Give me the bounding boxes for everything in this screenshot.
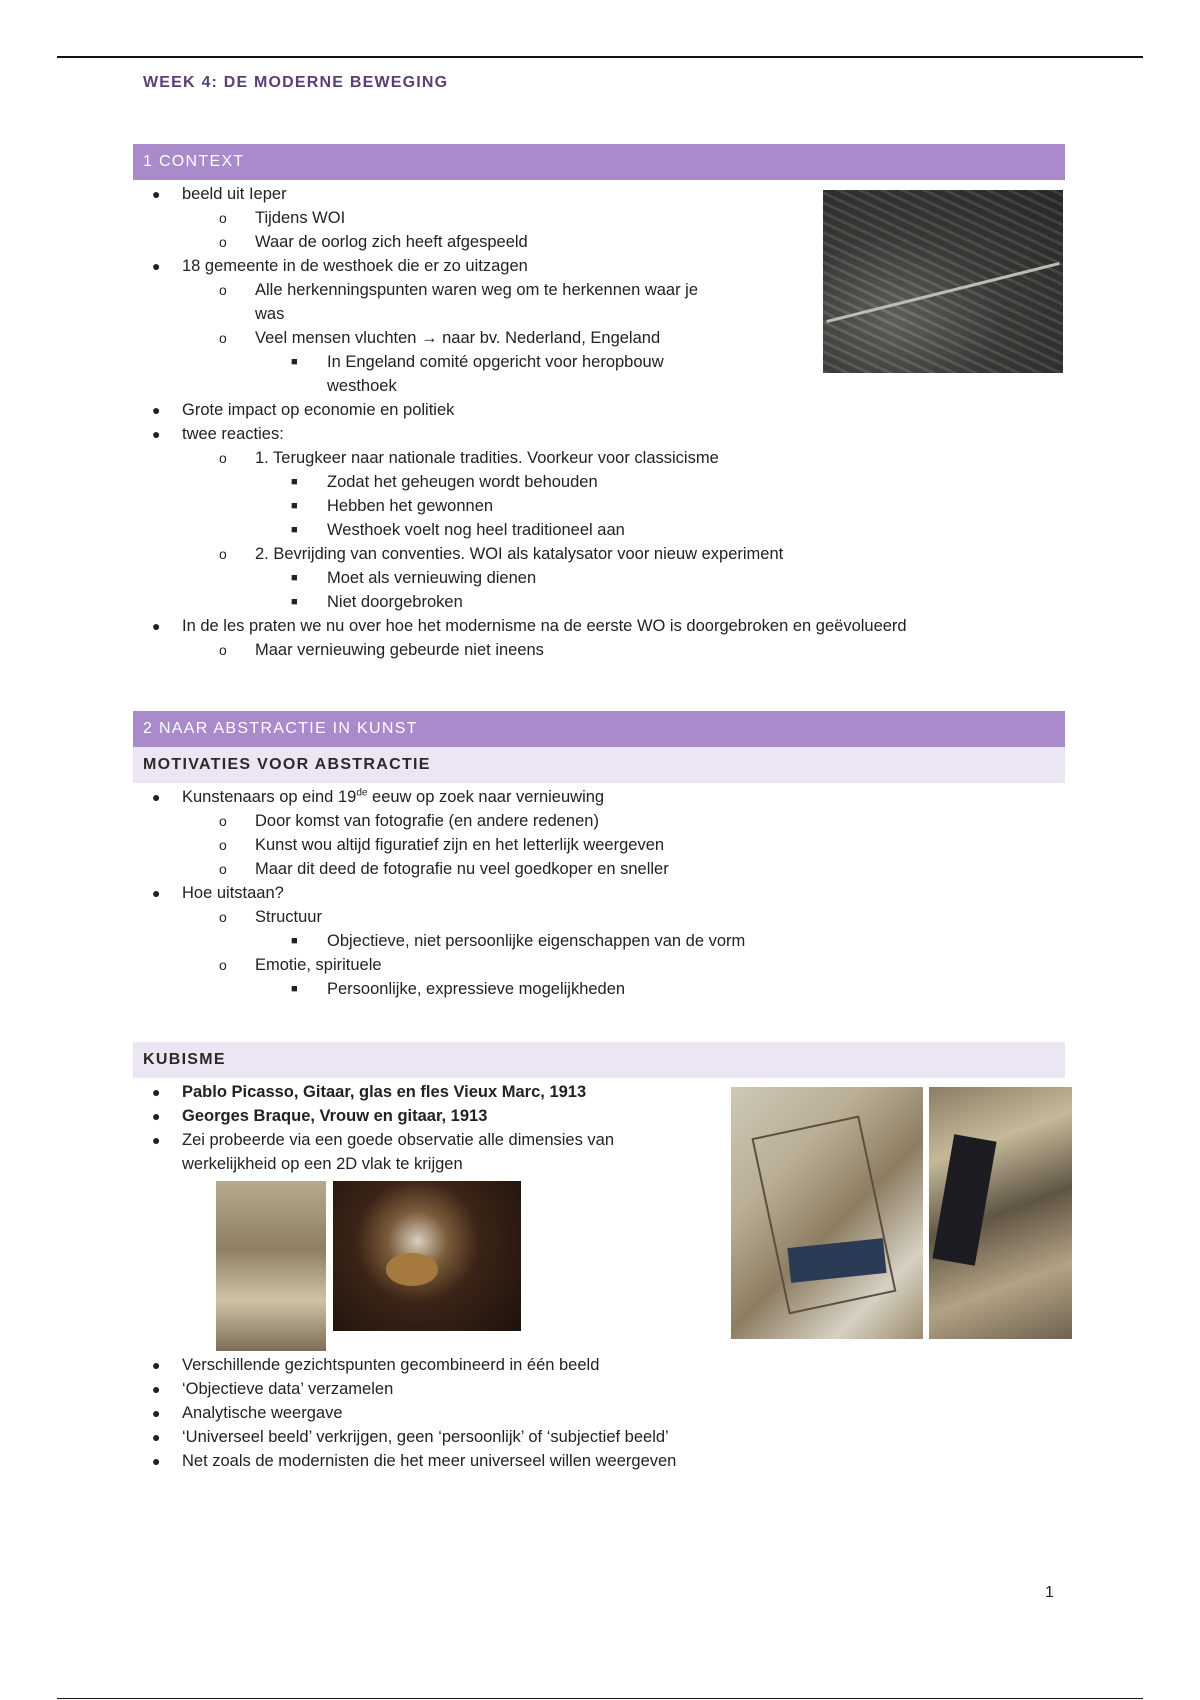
list-item: o 1. Terugkeer naar nationale tradities. Voorkeur voor classicisme	[219, 449, 719, 467]
subheading-kubisme: KUBISME	[133, 1042, 1065, 1078]
list-item: ● Georges Braque, Vrouw en gitaar, 1913	[152, 1107, 488, 1125]
picasso-painting-image	[731, 1087, 923, 1339]
page-number: 1	[1045, 1584, 1054, 1601]
list-item-continued: werkelijkheid op een 2D vlak te krijgen	[182, 1155, 463, 1173]
section-heading-abstractie: 2 NAAR ABSTRACTIE IN KUNST	[133, 711, 1065, 747]
kubisme-list-bottom	[100, 1353, 1100, 1473]
top-rule	[57, 56, 1143, 58]
list-item: ● Kunstenaars op eind 19de eeuw op zoek naar vernieuwing	[152, 787, 605, 806]
list-item: ● Analytische weergave	[152, 1404, 343, 1422]
bottom-rule	[57, 1698, 1143, 1699]
list-item: ■ Moet als vernieuwing dienen	[291, 569, 537, 587]
list-item: o Veel mensen vluchten → naar bv. Nederland, Engeland	[219, 329, 661, 347]
document-title: WEEK 4: DE MODERNE BEWEGING	[143, 74, 449, 91]
list-item-continued: westhoek	[327, 377, 397, 395]
kubisme-list-top	[100, 1080, 740, 1176]
section-heading-context: 1 CONTEXT	[133, 144, 1065, 180]
list-item: ■ Zodat het geheugen wordt behouden	[291, 473, 598, 491]
list-item: ■ Persoonlijke, expressieve mogelijkheden	[291, 980, 626, 998]
list-item: ● ‘Objectieve data’ verzamelen	[152, 1380, 394, 1398]
subheading-motivaties: MOTIVATIES VOOR ABSTRACTIE	[133, 747, 1065, 783]
list-item: ● In de les praten we nu over hoe het modernisme na de eerste WO is doorgebroken en geëvolueerd	[152, 617, 907, 635]
list-item: o Structuur	[219, 908, 322, 926]
list-item: o Door komst van fotografie (en andere redenen)	[219, 812, 599, 830]
list-item: o Alle herkenningspunten waren weg om te herkennen waar je	[219, 281, 699, 299]
list-item: ■ Hebben het gewonnen	[291, 497, 494, 515]
list-item: ● beeld uit Ieper	[152, 185, 287, 203]
list-item: o Emotie, spirituele	[219, 956, 382, 974]
lute-player-painting-image	[333, 1181, 521, 1331]
list-item: ● Net zoals de modernisten die het meer universeel willen weergeven	[152, 1452, 677, 1470]
list-item: ● Zei probeerde via een goede observatie alle dimensies van	[152, 1131, 615, 1149]
motivaties-list	[100, 785, 1100, 1001]
list-item: ● 18 gemeente in de westhoek die er zo uitzagen	[152, 257, 528, 275]
list-item: ■ Westhoek voelt nog heel traditioneel aan	[291, 521, 625, 539]
list-item: ■ Niet doorgebroken	[291, 593, 463, 611]
list-item: ● Verschillende gezichtspunten gecombineerd in één beeld	[152, 1356, 600, 1374]
list-item: ● Hoe uitstaan?	[152, 884, 284, 902]
braque-painting-image	[929, 1087, 1072, 1339]
list-item: o Kunst wou altijd figuratief zijn en het letterlijk weergeven	[219, 836, 665, 854]
list-item: ● twee reacties:	[152, 425, 284, 443]
list-item: ■ Objectieve, niet persoonlijke eigenschappen van de vorm	[291, 932, 746, 950]
list-item: o Maar vernieuwing gebeurde niet ineens	[219, 641, 544, 659]
context-list	[100, 182, 1100, 662]
list-item: o 2. Bevrijding van conventies. WOI als katalysator voor nieuw experiment	[219, 545, 784, 563]
list-item: ● Grote impact op economie en politiek	[152, 401, 455, 419]
list-item: ■ In Engeland comité opgericht voor heropbouw	[291, 353, 664, 371]
list-item: o Waar de oorlog zich heeft afgespeeld	[219, 233, 528, 251]
list-item: ● Pablo Picasso, Gitaar, glas en fles Vieux Marc, 1913	[152, 1083, 587, 1101]
list-item: o Maar dit deed de fotografie nu veel goedkoper en sneller	[219, 860, 669, 878]
cubist-detail-image	[216, 1181, 326, 1351]
list-item-continued: was	[255, 305, 285, 323]
list-item: o Tijdens WOI	[219, 209, 346, 227]
list-item: ● ‘Universeel beeld’ verkrijgen, geen ‘persoonlijk’ of ‘subjectief beeld’	[152, 1428, 669, 1446]
